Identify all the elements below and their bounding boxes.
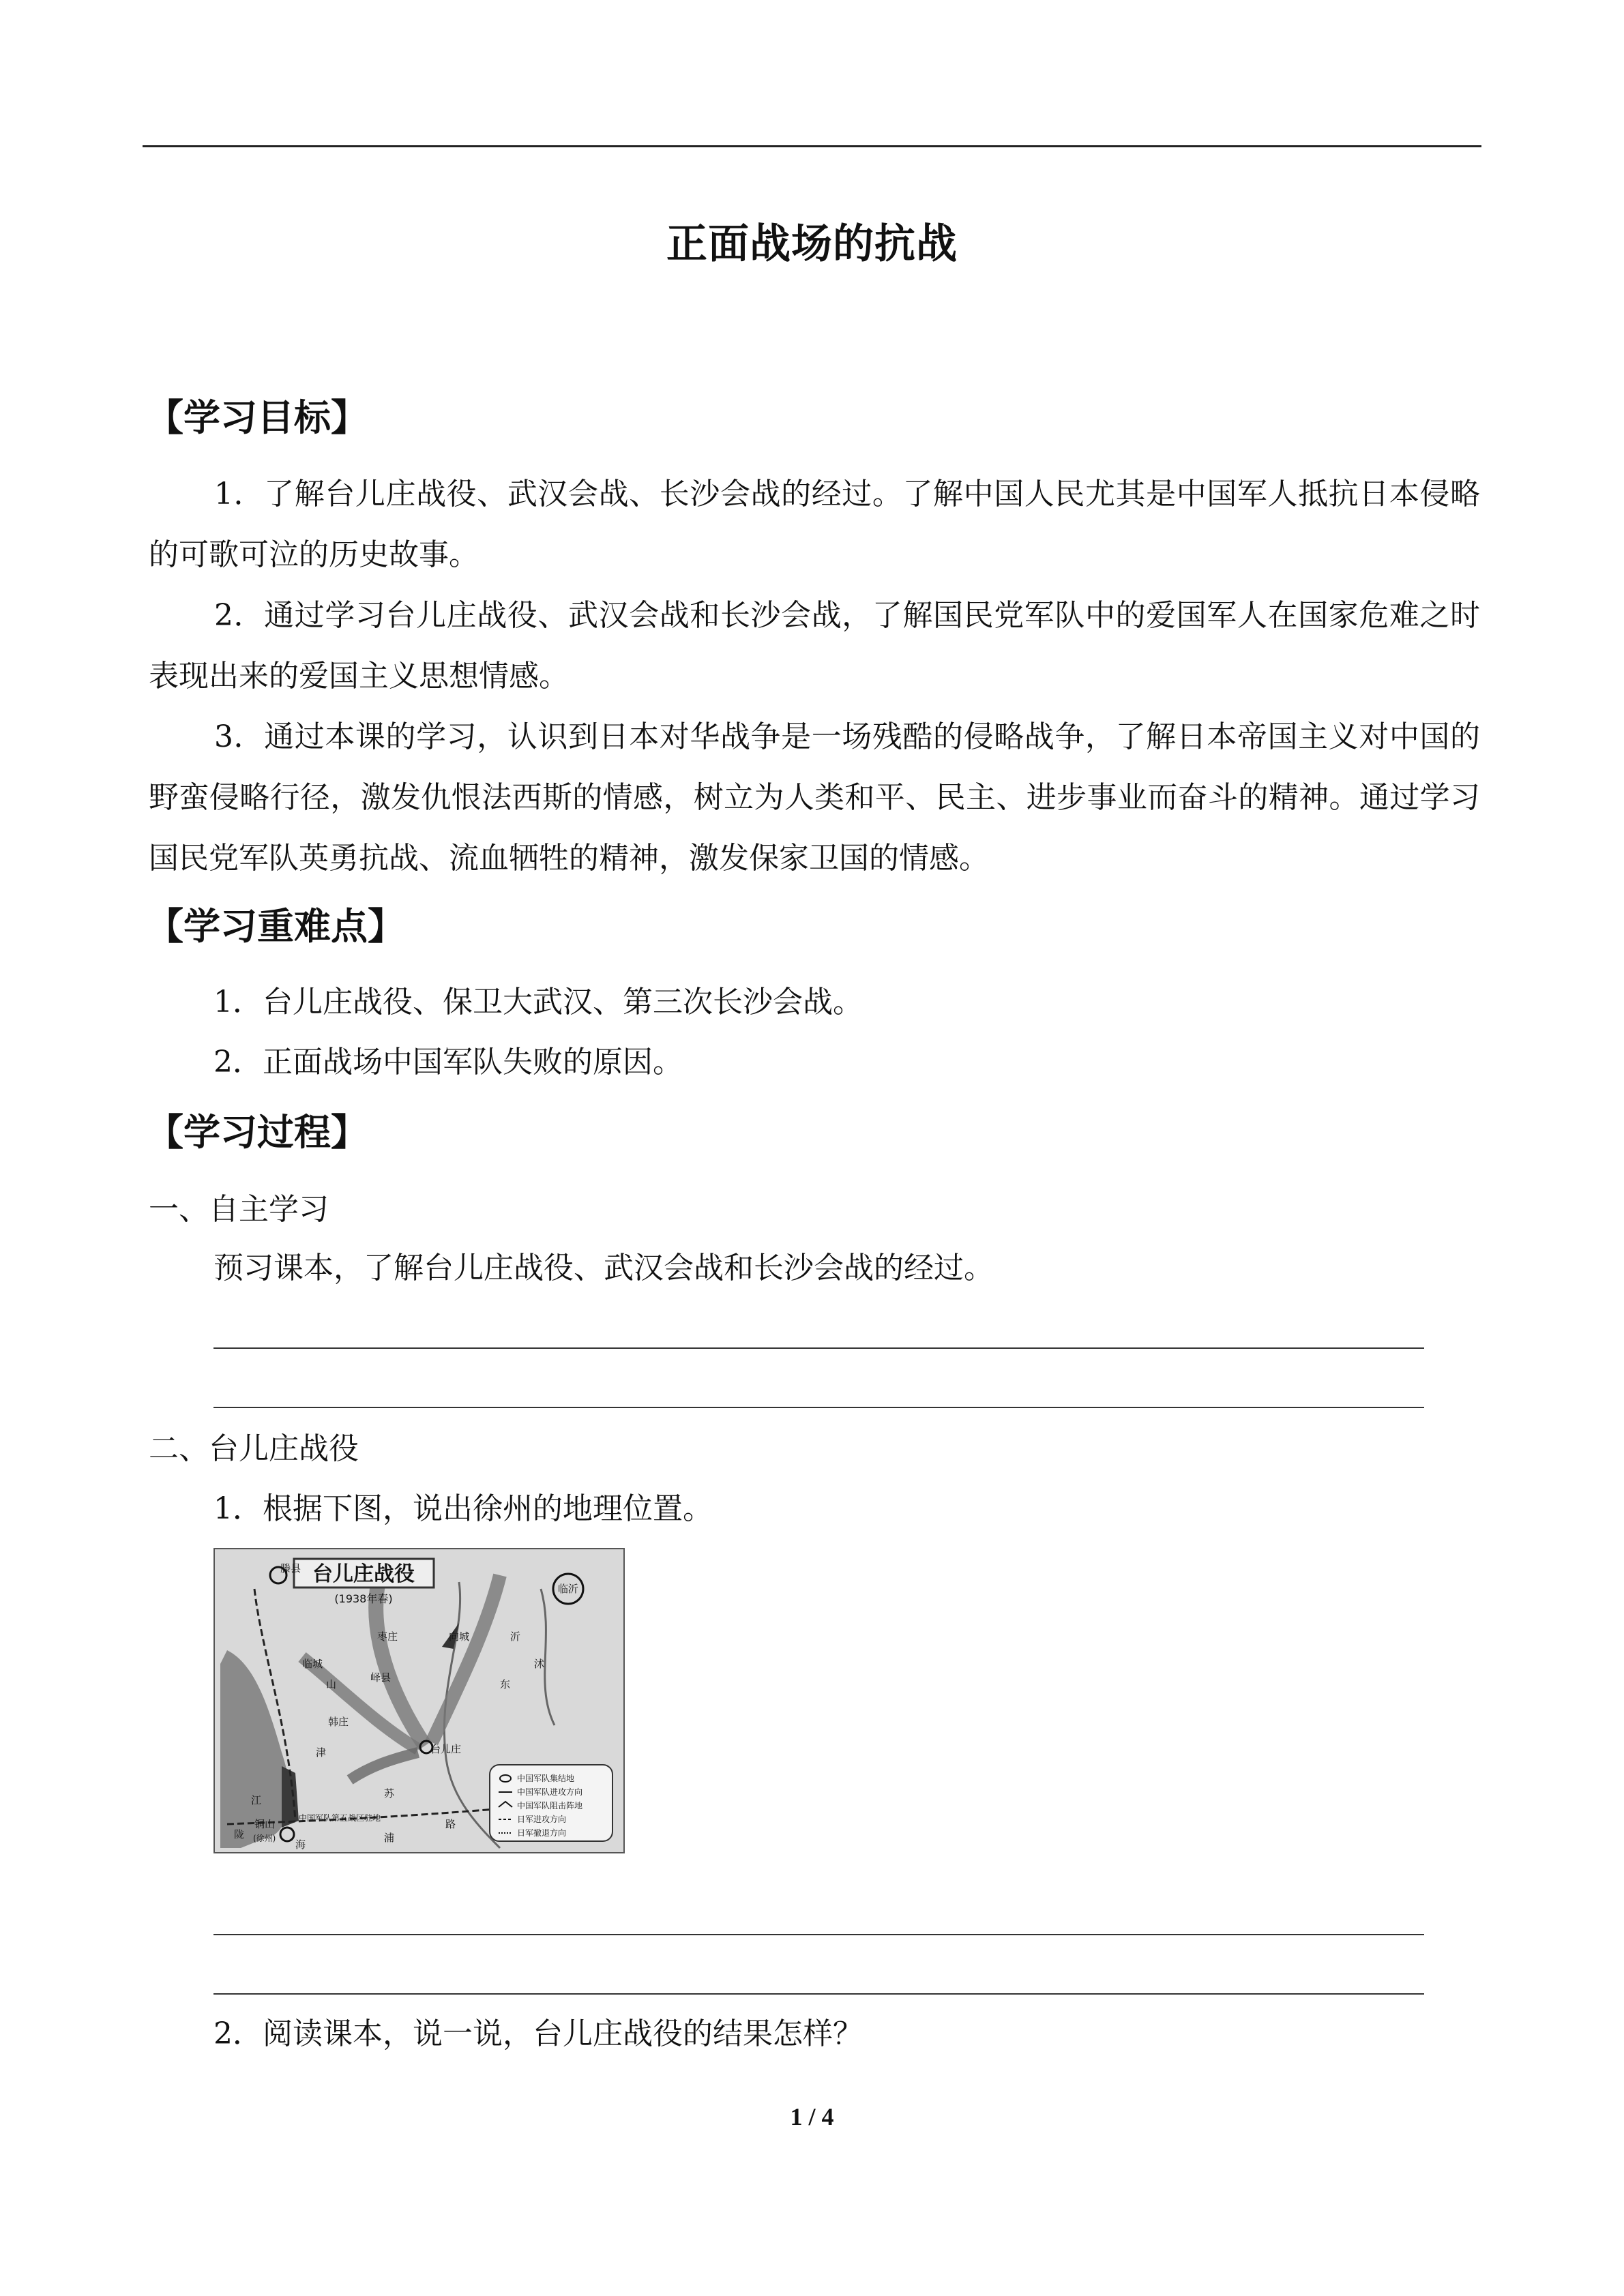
answer-line-4[interactable] xyxy=(213,1993,1424,1995)
label-shan: 山 xyxy=(326,1678,337,1690)
goal-item-3-text: 3．通过本课的学习，认识到日本对华战争是一场残酷的侵略战争，了解日本帝国主义对中国的野蛮侵略行径，激发仇恨法西斯的情感，树立为人类和平、民主、进步事业而奋斗的精神。通过学习国民党军队英勇抗战、流血牺牲的精神，激发保家卫国的情感。 xyxy=(149,719,1480,876)
answer-line-3[interactable] xyxy=(213,1934,1424,1935)
legend-item-1: 中国军队集结地 xyxy=(517,1774,575,1783)
label-hq: 中国军队第五战区驻地 xyxy=(299,1813,381,1823)
part1-heading: 一、自主学习 xyxy=(149,1192,329,1227)
label-su: 苏 xyxy=(384,1787,395,1800)
key-point-2: 2．正面战场中国军队失败的原因。 xyxy=(213,1045,683,1079)
label-lan: 陇 xyxy=(234,1828,245,1840)
goal-item-1-text: 1．了解台儿庄战役、武汉会战、长沙会战的经过。了解中国人民尤其是中国军人抵抗日本侵略的可歌可泣的历史故事。 xyxy=(149,477,1480,572)
legend-item-2: 中国军队进攻方向 xyxy=(517,1787,583,1797)
label-taierzhuang: 台儿庄 xyxy=(430,1743,462,1755)
header-rule xyxy=(143,145,1481,147)
legend-item-3: 中国军队阻击阵地 xyxy=(517,1801,583,1810)
label-lincheng: 临城 xyxy=(302,1658,323,1670)
goal-item-2-text: 2．通过学习台儿庄战役、武汉会战和长沙会战，了解国民党军队中的爱国军人在国家危难之时表现出来的爱国主义思想情感。 xyxy=(149,598,1480,694)
legend-item-4: 日军进攻方向 xyxy=(517,1815,567,1824)
part2-question-1: 1．根据下图，说出徐州的地理位置。 xyxy=(213,1491,713,1526)
taierzhuang-battle-map xyxy=(213,1548,625,1853)
label-yi: 沂 xyxy=(510,1630,521,1643)
part1-instruction: 预习课本，了解台儿庄战役、武汉会战和长沙会战的经过。 xyxy=(213,1251,994,1285)
label-pu: 浦 xyxy=(384,1832,395,1844)
goal-item-1 xyxy=(149,464,1480,585)
label-hai: 海 xyxy=(295,1838,306,1851)
label-tongshan: 铜山 xyxy=(254,1818,276,1830)
part2-heading: 二、台儿庄战役 xyxy=(149,1431,359,1466)
label-lu: 路 xyxy=(445,1818,456,1830)
answer-line-1[interactable] xyxy=(213,1347,1424,1349)
key-point-1: 1．台儿庄战役、保卫大武汉、第三次长沙会战。 xyxy=(213,985,863,1019)
map-title: 台儿庄战役 xyxy=(312,1562,415,1586)
part2-question-2: 2．阅读课本，说一说，台儿庄战役的结果怎样？ xyxy=(213,2016,863,2051)
page-title: 正面战场的抗战 xyxy=(666,220,958,268)
goal-item-3 xyxy=(149,706,1480,889)
label-dong: 东 xyxy=(500,1678,511,1690)
label-jin: 津 xyxy=(316,1746,327,1759)
label-yixian: 峄县 xyxy=(370,1671,392,1684)
label-xuzhou: (徐州) xyxy=(253,1834,276,1843)
label-tengxian: 滕县 xyxy=(280,1562,301,1575)
label-xiangcheng: 向城 xyxy=(449,1630,470,1643)
section-heading-goals: 【学习目标】 xyxy=(147,396,368,439)
page-number: 1 / 4 xyxy=(790,2103,834,2130)
legend-item-5: 日军撤退方向 xyxy=(517,1828,567,1838)
map-subtitle: (1938年春) xyxy=(334,1592,393,1605)
section-heading-key-points: 【学习重难点】 xyxy=(147,905,404,948)
section-heading-process: 【学习过程】 xyxy=(147,1111,368,1154)
label-linyi: 临沂 xyxy=(558,1583,579,1595)
label-hanzhuang: 韩庄 xyxy=(328,1716,349,1728)
label-jiang: 江 xyxy=(251,1794,262,1806)
label-shu: 沭 xyxy=(534,1658,545,1670)
goal-item-2 xyxy=(149,585,1480,706)
answer-line-2[interactable] xyxy=(213,1407,1424,1408)
label-zaozhuang: 枣庄 xyxy=(377,1630,398,1643)
